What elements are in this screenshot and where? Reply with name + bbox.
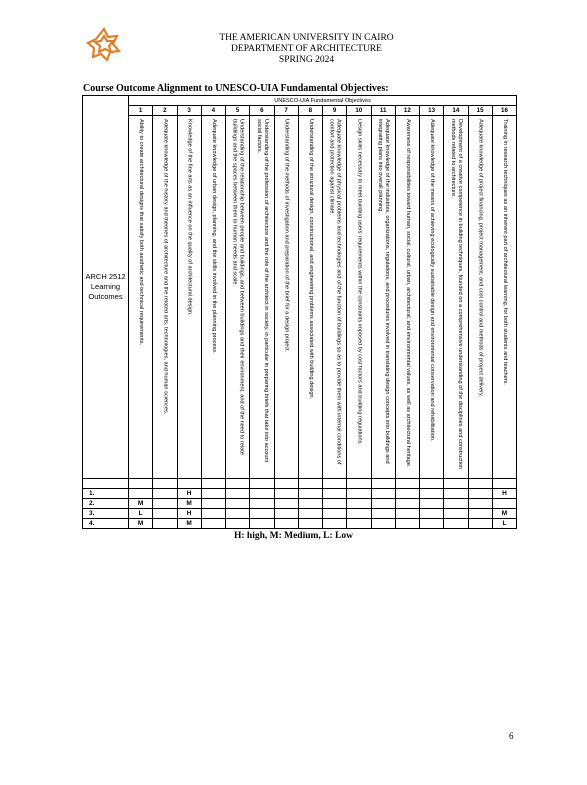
rating-cell (298, 509, 322, 519)
objective-number: 11 (371, 106, 395, 116)
objective-description-cell (250, 116, 274, 479)
objective-number: 13 (420, 106, 444, 116)
rating-cell: L (129, 509, 153, 519)
outcome-label: 2. (83, 499, 129, 509)
rating-cell (274, 509, 298, 519)
objective-description: Understanding of the structural design, constructional, and engineering problems associated with building design. (307, 119, 314, 400)
objective-number: 12 (395, 106, 419, 116)
header-university: THE AMERICAN UNIVERSITY IN CAIRO (219, 33, 394, 43)
rating-cell (274, 499, 298, 509)
objective-description-cell (323, 116, 347, 479)
spacer-row (83, 479, 517, 489)
rating-cell (468, 489, 492, 499)
rating-cell: M (177, 499, 201, 509)
rating-cell (323, 509, 347, 519)
empty-cell (274, 479, 298, 489)
empty-cell (492, 479, 516, 489)
empty-cell (444, 479, 468, 489)
objective-description: Understanding of the profession of architecture and the role of the architect in society, in particular in preparing briefs that take into account social factors. (255, 119, 269, 463)
rating-cell (298, 519, 322, 529)
objective-number: 14 (444, 106, 468, 116)
empty-cell (395, 479, 419, 489)
objective-number: 5 (226, 106, 250, 116)
objective-description: Awareness of responsibilities toward human, social, cultural, urban, architectural, and environmental values, as well as architectural heritage. (404, 119, 411, 468)
objective-description: Knowledge of the fine arts as an influence on the quality of architectural design. (186, 119, 193, 316)
learning-outcomes-label: ARCH 2512 Learning Outcomes (83, 96, 129, 479)
objective-description: Understanding of the relationship between people and buildings, and between buildings and their environment, and of the need to relate buildings and the spaces between them to human needs and scale. (231, 119, 245, 455)
rating-cell (250, 499, 274, 509)
page-number: 6 (509, 731, 514, 741)
rating-cell (323, 489, 347, 499)
objective-description-cell (444, 116, 468, 479)
empty-cell (226, 479, 250, 489)
header-department: DEPARTMENT OF ARCHITECTURE (231, 44, 382, 54)
rating-cell: H (177, 509, 201, 519)
empty-cell (177, 479, 201, 489)
rating-cell: M (177, 519, 201, 529)
rating-cell (347, 499, 371, 509)
rating-cell (250, 509, 274, 519)
rating-cell (347, 509, 371, 519)
rating-cell (274, 519, 298, 529)
empty-cell (347, 479, 371, 489)
rating-cell (298, 489, 322, 499)
rating-cell (395, 489, 419, 499)
rating-cell (371, 509, 395, 519)
objective-description-cell (226, 116, 250, 479)
objective-number: 9 (323, 106, 347, 116)
empty-cell (129, 479, 153, 489)
alignment-table (82, 95, 517, 529)
rating-cell (226, 499, 250, 509)
unesco-group-header: UNESCO-UIA Fundamental Objectives (129, 96, 517, 106)
objective-number: 10 (347, 106, 371, 116)
rating-cell (371, 519, 395, 529)
objective-description-cell (371, 116, 395, 479)
rating-cell (395, 519, 419, 529)
empty-cell (201, 479, 225, 489)
rating-cell (323, 499, 347, 509)
rating-cell (323, 519, 347, 529)
empty-cell (83, 479, 129, 489)
objective-description-cell (201, 116, 225, 479)
rating-cell (274, 489, 298, 499)
rating-legend: H: high, M: Medium, L: Low (233, 531, 353, 541)
rating-cell (226, 519, 250, 529)
rating-cell (250, 519, 274, 529)
rating-cell (298, 499, 322, 509)
document-header (150, 33, 463, 66)
objective-description: Training in research techniques as an inherent part of architectural learning, for both students and teachers. (501, 119, 508, 385)
empty-cell (420, 479, 444, 489)
rating-cell (153, 509, 177, 519)
outcome-label: 4. (83, 519, 129, 529)
objective-number: 16 (492, 106, 516, 116)
objective-description: Adequate knowledge of the industries, organizations, regulations, and procedures involved in translating design concepts into buildings and integrating plans into overall planning. (377, 119, 391, 464)
outcome-label: 3. (83, 509, 129, 519)
objective-number: 3 (177, 106, 201, 116)
objective-description: Design skills necessary to meet building users' requirements within the constraints imposed by cost factors and building regulations. (356, 119, 363, 445)
empty-cell (323, 479, 347, 489)
rating-cell (468, 499, 492, 509)
objective-number: 8 (298, 106, 322, 116)
rating-cell: M (129, 519, 153, 529)
outcome-label: 1. (83, 489, 129, 499)
objective-number: 6 (250, 106, 274, 116)
auc-logo (86, 27, 122, 61)
rating-cell (347, 489, 371, 499)
objective-text-row (83, 116, 517, 479)
rating-cell (444, 519, 468, 529)
objective-number: 4 (201, 106, 225, 116)
objective-description: Understanding of the methods of investigation and preparation of the brief for a design project. (283, 119, 290, 353)
objective-number-row (83, 106, 517, 116)
empty-cell (468, 479, 492, 489)
rating-cell (444, 489, 468, 499)
objective-description-cell (153, 116, 177, 479)
rating-cell (420, 519, 444, 529)
rating-cell (153, 519, 177, 529)
empty-cell (371, 479, 395, 489)
rating-cell (395, 499, 419, 509)
rating-cell (468, 509, 492, 519)
rating-cell (420, 499, 444, 509)
objective-description: Development of a creative competence in building techniques, founded on a comprehensive understanding of the disciplines and construction methods related to architecture. (449, 119, 463, 470)
rating-cell (153, 499, 177, 509)
rating-cell (153, 489, 177, 499)
rating-cell (444, 499, 468, 509)
objective-description: Adequate knowledge of the means of achieving ecologically sustainable design and environmental conservation and rehabilitation. (429, 119, 436, 442)
empty-cell (298, 479, 322, 489)
rating-cell (226, 489, 250, 499)
objective-description-cell (177, 116, 201, 479)
objective-description-cell (298, 116, 322, 479)
objective-description-cell (468, 116, 492, 479)
outcome-row (83, 509, 517, 519)
objective-description: Adequate knowledge of urban design, planning, and the skills involved in the planning process. (210, 119, 217, 354)
rating-cell (250, 489, 274, 499)
objective-description-cell (395, 116, 419, 479)
objective-description-cell (129, 116, 153, 479)
section-title: Course Outcome Alignment to UNESCO-UIA Fundamental Objectives: (83, 83, 389, 94)
rating-cell (371, 499, 395, 509)
outcome-row (83, 489, 517, 499)
rating-cell (468, 519, 492, 529)
objective-number: 15 (468, 106, 492, 116)
rating-cell (129, 489, 153, 499)
rating-cell (420, 509, 444, 519)
objective-description-cell (347, 116, 371, 479)
rating-cell (201, 509, 225, 519)
rating-cell: M (492, 509, 516, 519)
empty-cell (250, 479, 274, 489)
rating-cell: H (177, 489, 201, 499)
objective-description: Adequate knowledge of project financing, project management, and cost control and methods of project delivery. (477, 119, 484, 397)
empty-cell (153, 479, 177, 489)
rating-cell (444, 509, 468, 519)
objective-description: Adequate knowledge of the history and theories of architecture and the related arts, technologies, and human sciences. (162, 119, 169, 415)
objective-number: 2 (153, 106, 177, 116)
rating-cell: M (129, 499, 153, 509)
objective-description-cell (492, 116, 516, 479)
objective-description-cell (420, 116, 444, 479)
rating-cell (420, 489, 444, 499)
rating-cell (347, 519, 371, 529)
objective-description-cell (274, 116, 298, 479)
rating-cell: L (492, 519, 516, 529)
objective-description: Adequate knowledge of physical problems and technologies and of the function of buildings so as to provide them with internal conditions of comfort and protection against climate. (328, 119, 342, 465)
objective-number: 1 (129, 106, 153, 116)
objective-description: Ability to create architectural designs that satisfy both aesthetic and technical requirements. (138, 119, 145, 346)
rating-cell (371, 489, 395, 499)
rating-cell (226, 509, 250, 519)
rating-cell (395, 509, 419, 519)
rating-cell (201, 519, 225, 529)
header-term: SPRING 2024 (278, 55, 335, 65)
rating-cell (201, 499, 225, 509)
outcome-row (83, 499, 517, 509)
rating-cell: H (492, 489, 516, 499)
outcome-row (83, 519, 517, 529)
rating-cell (201, 489, 225, 499)
rating-cell (492, 499, 516, 509)
objective-number: 7 (274, 106, 298, 116)
